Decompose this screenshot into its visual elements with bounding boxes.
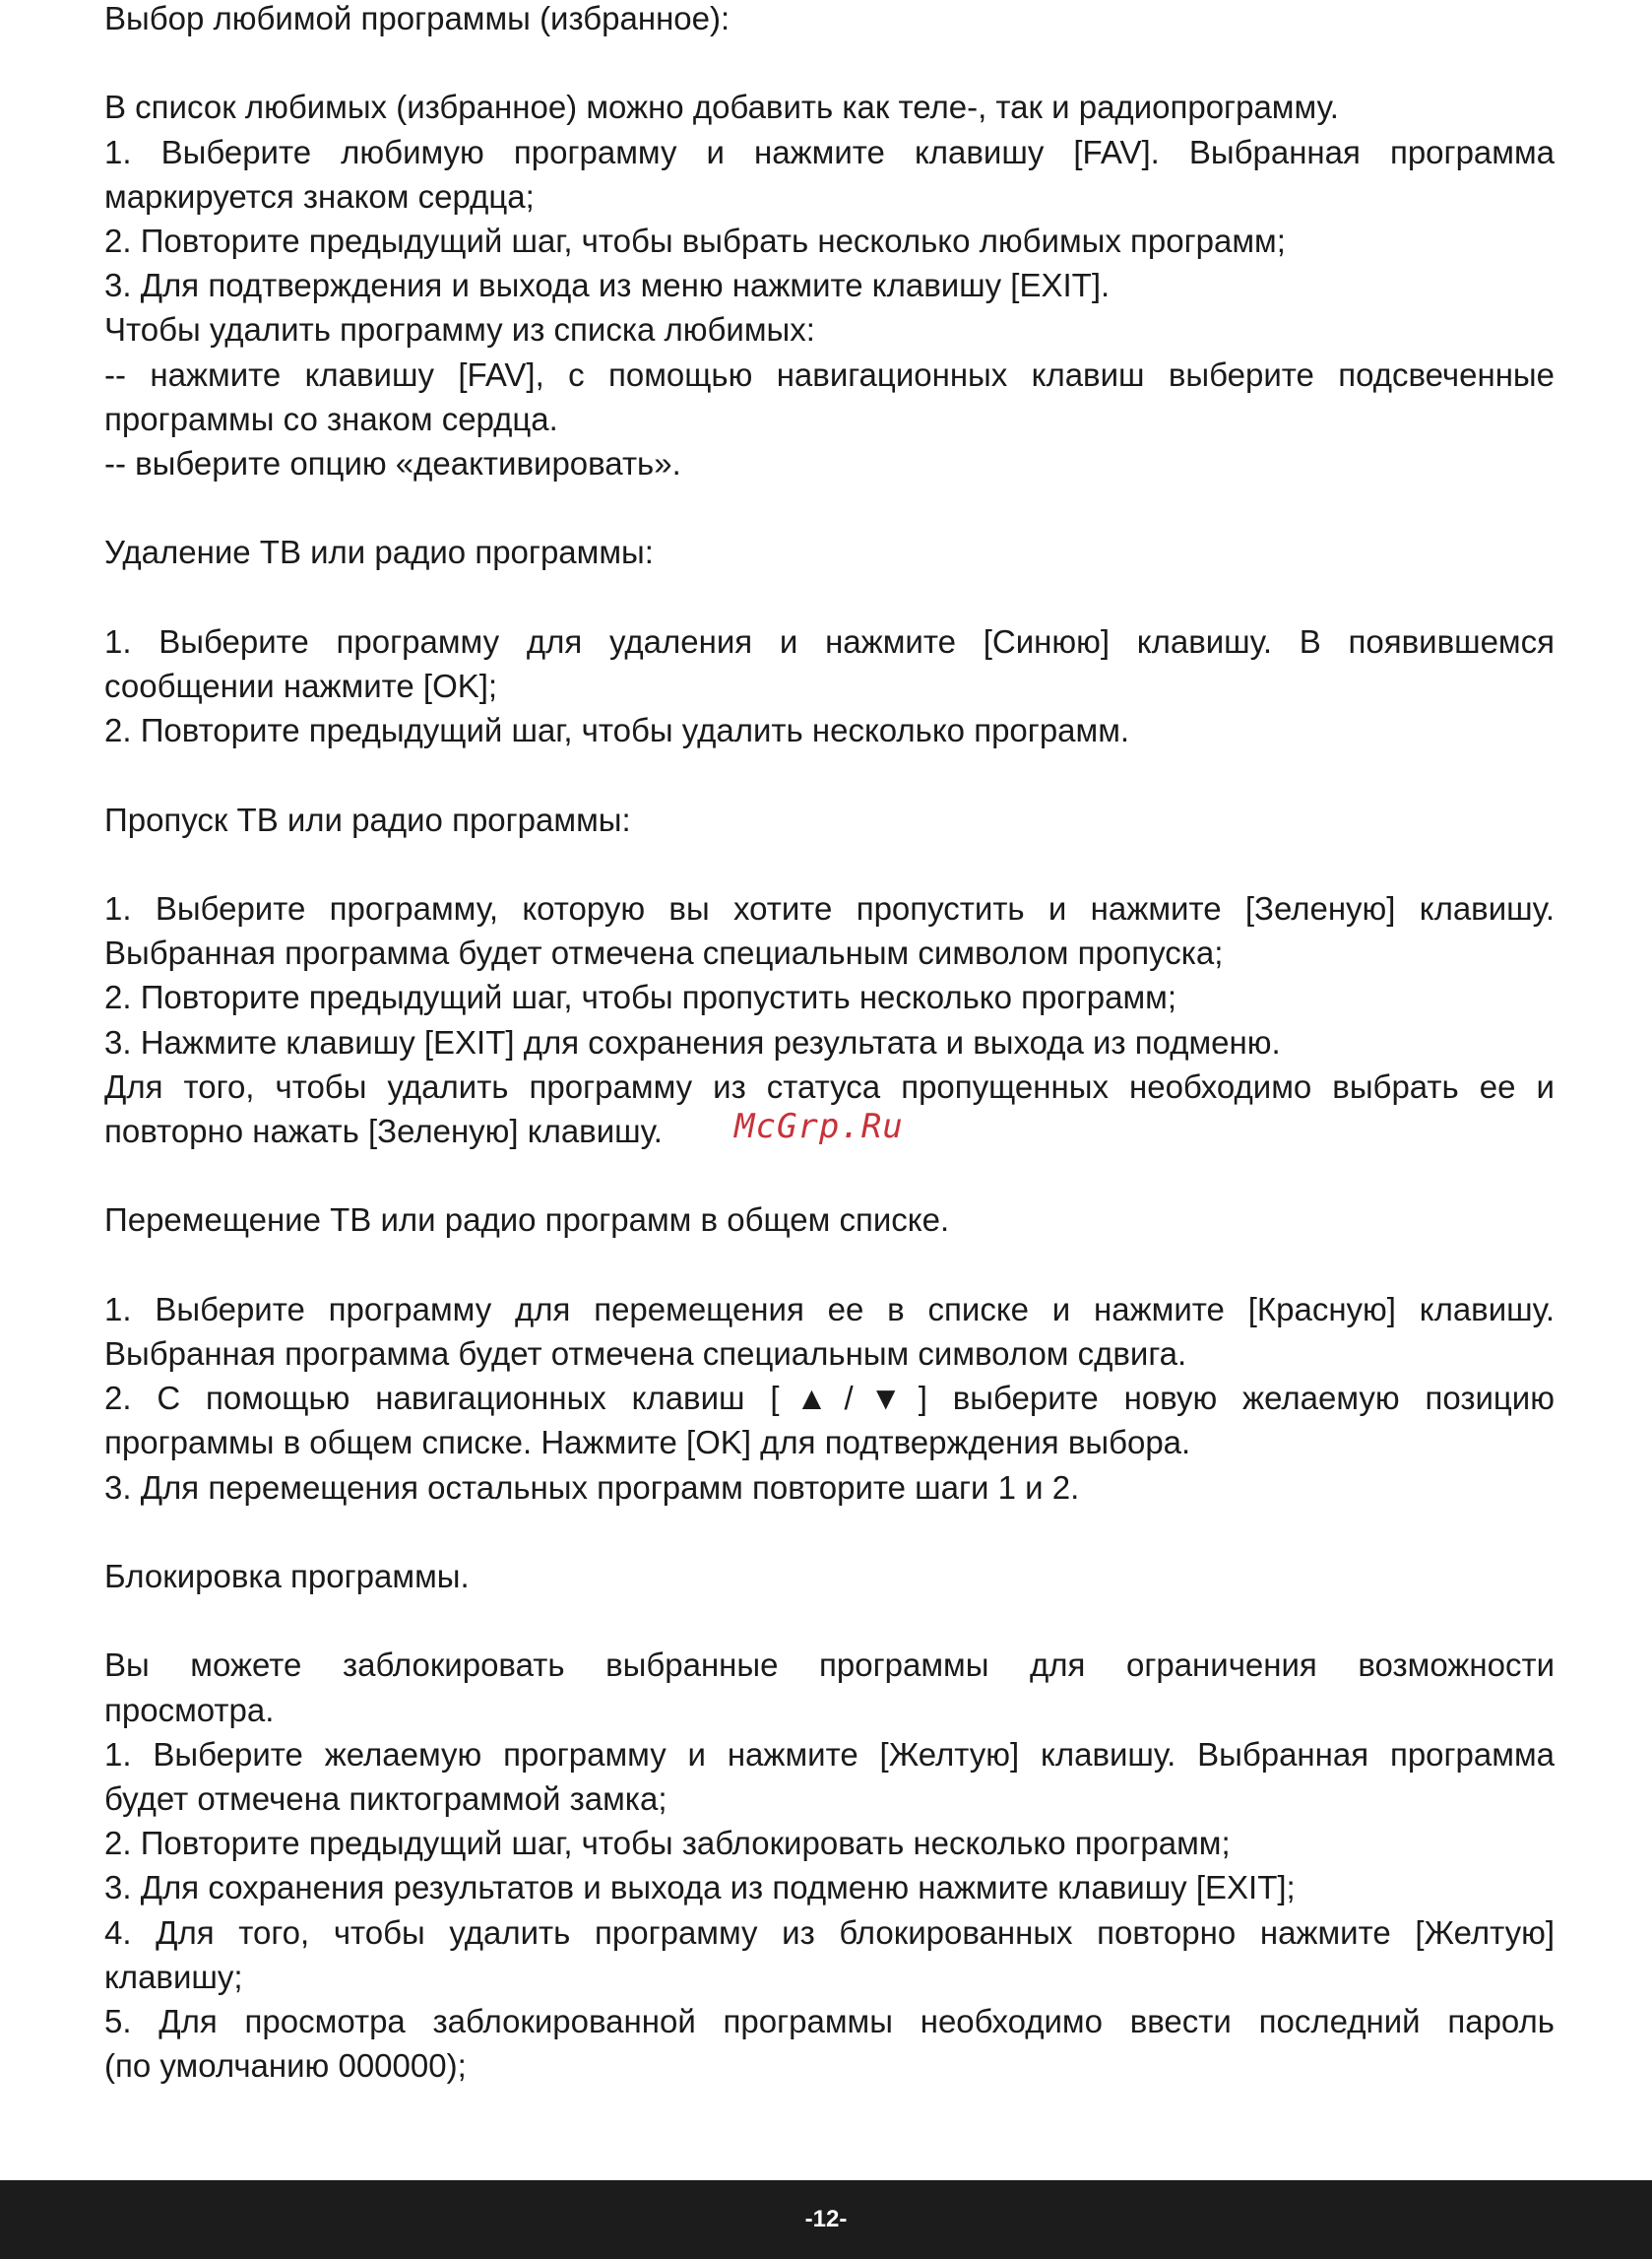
step-line: -- выберите опцию «деактивировать». — [104, 445, 681, 483]
watermark-text: McGrp.Ru — [734, 1107, 904, 1146]
section-heading: Выбор любимой программы (избранное): — [104, 0, 731, 36]
step-line: 3. Для перемещения остальных программ повторите шаги 1 и 2. — [104, 1468, 1080, 1506]
paragraph-line: Вы можете заблокировать выбранные программы для ограничения возможности — [104, 1646, 1555, 1684]
section-heading: Пропуск ТВ или радио программы: — [104, 801, 631, 838]
paragraph-line: В список любимых (избранное) можно добавить как теле-, так и радиопрограмму. — [104, 89, 1339, 126]
section-lock — [104, 1554, 1555, 2088]
section-heading: Перемещение ТВ или радио программ в общем списке. — [104, 1201, 950, 1239]
paragraph-line: Чтобы удалить программу из списка любимых: — [104, 311, 815, 349]
step-line: Выбранная программа будет отмечена специальным символом сдвига. — [104, 1334, 1187, 1372]
section-move — [104, 1197, 1555, 1509]
section-favorites — [104, 0, 1555, 485]
step-line: 3. Для сохранения результатов и выхода из подменю нажмите клавишу [EXIT]; — [104, 1869, 1296, 1906]
step-line: 3. Нажмите клавишу [EXIT] для сохранения результата и выхода из подменю. — [104, 1023, 1281, 1061]
section-delete — [104, 530, 1555, 752]
section-heading: Блокировка программы. — [104, 1557, 470, 1594]
step-line: 2. Повторите предыдущий шаг, чтобы заблокировать несколько программ; — [104, 1825, 1231, 1862]
step-line: 1. Выберите программу для удаления и нажмите [Синюю] клавишу. В появившемся — [104, 622, 1555, 660]
step-line: 2. Повторите предыдущий шаг, чтобы пропустить несколько программ; — [104, 979, 1176, 1016]
page-content — [104, 0, 1555, 2088]
paragraph-line: просмотра. — [104, 1691, 275, 1728]
step-line: 1. Выберите любимую программу и нажмите клавишу [FAV]. Выбранная программа — [104, 133, 1555, 170]
step-line: маркируется знаком сердца; — [104, 177, 535, 215]
step-line: 2. С помощью навигационных клавиш [▲/▼] выберите новую желаемую позицию — [104, 1380, 1555, 1417]
section-heading: Удаление ТВ или радио программы: — [104, 534, 654, 571]
step-line: будет отмечена пиктограммой замка; — [104, 1779, 667, 1817]
step-line: клавишу; — [104, 1958, 243, 1995]
paragraph-line: повторно нажать [Зеленую] клавишу. — [104, 1113, 663, 1149]
step-line: -- нажмите клавишу [FAV], с помощью навигационных клавиш выберите подсвеченные — [104, 355, 1555, 393]
page-footer — [0, 2180, 1652, 2259]
step-line: 2. Повторите предыдущий шаг, чтобы удалить несколько программ. — [104, 712, 1130, 749]
step-line: 3. Для подтверждения и выхода из меню нажмите клавишу [EXIT]. — [104, 267, 1111, 304]
section-skip — [104, 798, 1555, 1154]
step-line: программы со знаком сердца. — [104, 400, 558, 437]
step-line: 1. Выберите программу, которую вы хотите пропустить и нажмите [Зеленую] клавишу. — [104, 889, 1555, 927]
step-line: (по умолчанию 000000); — [104, 2047, 467, 2085]
step-line: 4. Для того, чтобы удалить программу из блокированных повторно нажмите [Желтую] — [104, 1913, 1555, 1951]
step-line: 2. Повторите предыдущий шаг, чтобы выбрать несколько любимых программ; — [104, 223, 1286, 259]
step-line: 5. Для просмотра заблокированной программы необходимо ввести последний пароль — [104, 2003, 1555, 2039]
step-line: 1. Выберите программу для перемещения ее в списке и нажмите [Красную] клавишу. — [104, 1290, 1555, 1327]
step-line: программы в общем списке. Нажмите [OK] для подтверждения выбора. — [104, 1424, 1191, 1461]
paragraph-line: Для того, чтобы удалить программу из статуса пропущенных необходимо выбрать ее и — [104, 1067, 1555, 1105]
step-line: сообщении нажмите [OK]; — [104, 668, 498, 704]
page-number: -12- — [804, 2206, 848, 2232]
step-line: Выбранная программа будет отмечена специальным символом пропуска; — [104, 935, 1224, 972]
step-line: 1. Выберите желаемую программу и нажмите [Желтую] клавишу. Выбранная программа — [104, 1735, 1555, 1773]
